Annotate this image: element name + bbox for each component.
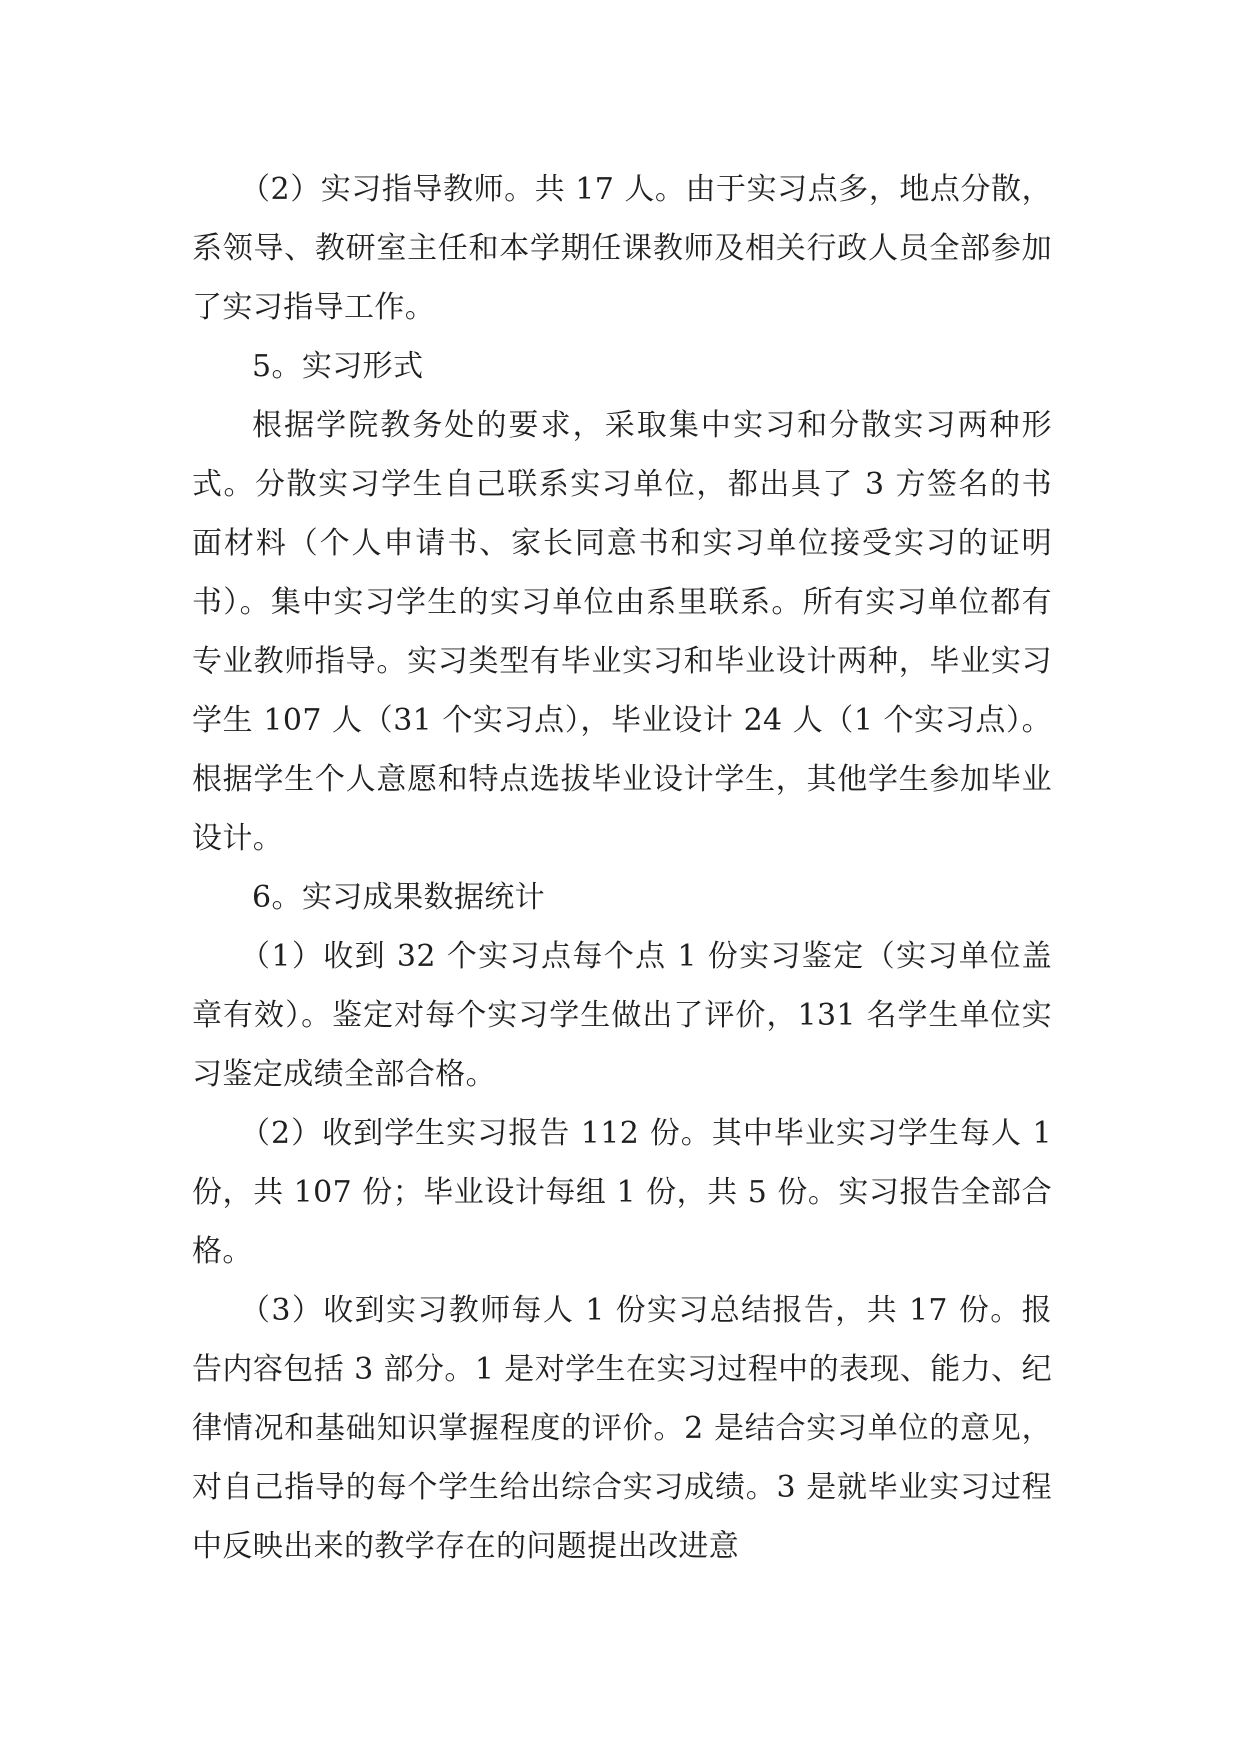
- paragraph-teacher-summaries: （3）收到实习教师每人 1 份实习总结报告，共 17 份。报告内容包括 3 部分。1 是对学生在实习过程中的表现、能力、纪律情况和基础知识掌握程度的评价。2 是结合实习单位的意见，对自己指导的每个学生给出综合实习成绩。3 是就毕业实习过程中反映出来的教学存在的问题提出改进意: [192, 1293, 1052, 1564]
- paragraph-instructors: （2）实习指导教师。共 17 人。由于实习点多，地点分散，系领导、教研室主任和本学期任课教师及相关行政人员全部参加了实习指导工作。: [192, 172, 1052, 325]
- paragraph-appraisals: （1）收到 32 个实习点每个点 1 份实习鉴定（实习单位盖章有效）。鉴定对每个实习学生做出了评价，131 名学生单位实习鉴定成绩全部合格。: [192, 939, 1052, 1092]
- heading-results-statistics: 6。实习成果数据统计: [252, 880, 546, 915]
- heading-internship-form: 5。实习形式: [252, 349, 424, 384]
- document-body: [192, 160, 1052, 1576]
- paragraph-reports: （2）收到学生实习报告 112 份。其中毕业实习学生每人 1 份，共 107 份；毕业设计每组 1 份，共 5 份。实习报告全部合格。: [192, 1116, 1052, 1269]
- paragraph-internship-form: 根据学院教务处的要求，采取集中实习和分散实习两种形式。分散实习学生自己联系实习单位，都出具了 3 方签名的书面材料（个人申请书、家长同意书和实习单位接受实习的证明书）。集中实习学生的实习单位由系里联系。所有实习单位都有专业教师指导。实习类型有毕业实习和毕业设计两种，毕业实习学生 107 人（31 个实习点），毕业设计 24 人（1 个实习点）。根据学生个人意愿和特点选拔毕业设计学生，其他学生参加毕业设计。: [192, 408, 1052, 856]
